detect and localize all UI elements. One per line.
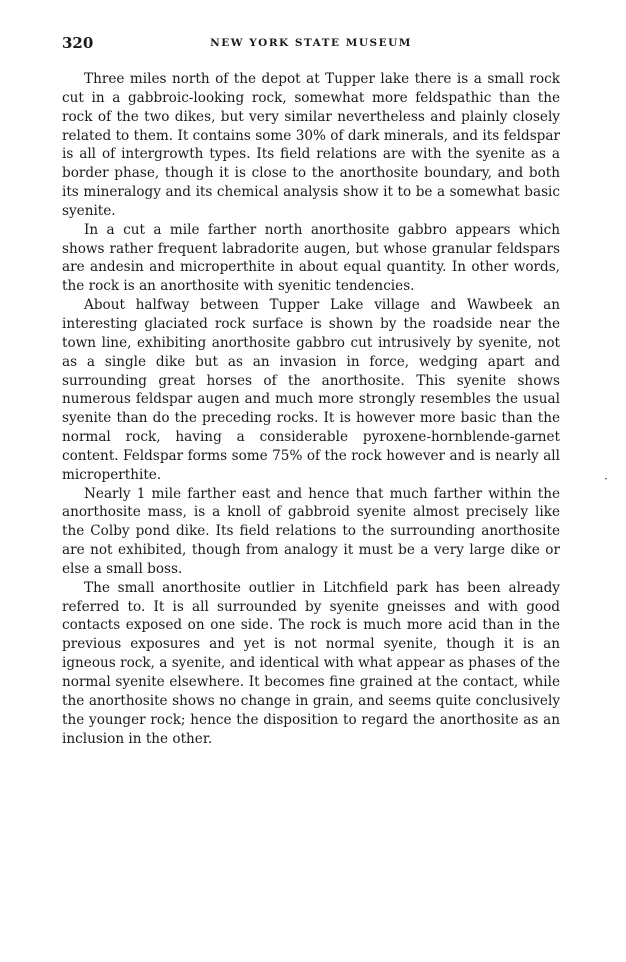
page-number: 320 [62,34,94,52]
paragraph: About halfway between Tupper Lake village and Wawbeek an interesting glaciated rock surface is shown by the roadside near the town line, exhibiting anorthosite gabbro cut intrusively by syenite, not as a single dike but as an invasion in force, wedging apart and surrounding great horses of the anorthosite. This syenite shows numerous feldspar augen and much more strongly resembles the usual syenite than do the preceding rocks. It is however more basic than the normal rock, having a considerable pyroxene-hornblende-garnet content. Feldspar forms some 75% of the rock however and is nearly all microperthite. [62,297,560,483]
paragraph: Nearly 1 mile farther east and hence that much farther within the anorthosite mass, is a knoll of gabbroid syenite almost precisely like the Colby pond dike. Its field relations to the surrounding anorthosite are not exhibited, though from analogy it must be a very large dike or else a small boss. [62,485,560,577]
paragraph: In a cut a mile farther north anorthosite gabbro appears which shows rather frequent labradorite augen, but whose granular feldspars are andesin and microperthite in about equal quantity. In other words, the rock is an anorthosite with syenitic tendencies. [62,221,560,295]
paragraph: The small anorthosite outlier in Litchfield park has been already referred to. It is all surrounded by syenite gneisses and with good contacts exposed on one side. The rock is much more acid than in the previous exposures and yet is not normal syenite, though it is an igneous rock, a syenite, and identical with what appear as phases of the normal syenite elsewhere. It becomes fine grained at the contact, while the anorthosite shows no change in grain, and seems quite conclusively the younger rock; hence the disposition to regard the anorthosite as an inclusion in the other. [62,579,560,747]
paragraph: Three miles north of the depot at Tupper lake there is a small rock cut in a gabbroic-looking rock, somewhat more feldspathic than the rock of the two dikes, but very similar nevertheless and plainly closely related to them. It contains some 30% of dark minerals, and its feldspar is all of intergrowth types. Its field relations are with the syenite as a border phase, though it is close to the anorthosite boundary, and both its mineralogy and its chemical analysis show it to be a somewhat basic syenite. [62,71,560,219]
running-head [62,34,560,56]
body-text [62,70,560,748]
document-page [62,34,560,944]
stray-ink-mark: · [604,472,608,486]
running-title: NEW YORK STATE MUSEUM [210,37,412,49]
